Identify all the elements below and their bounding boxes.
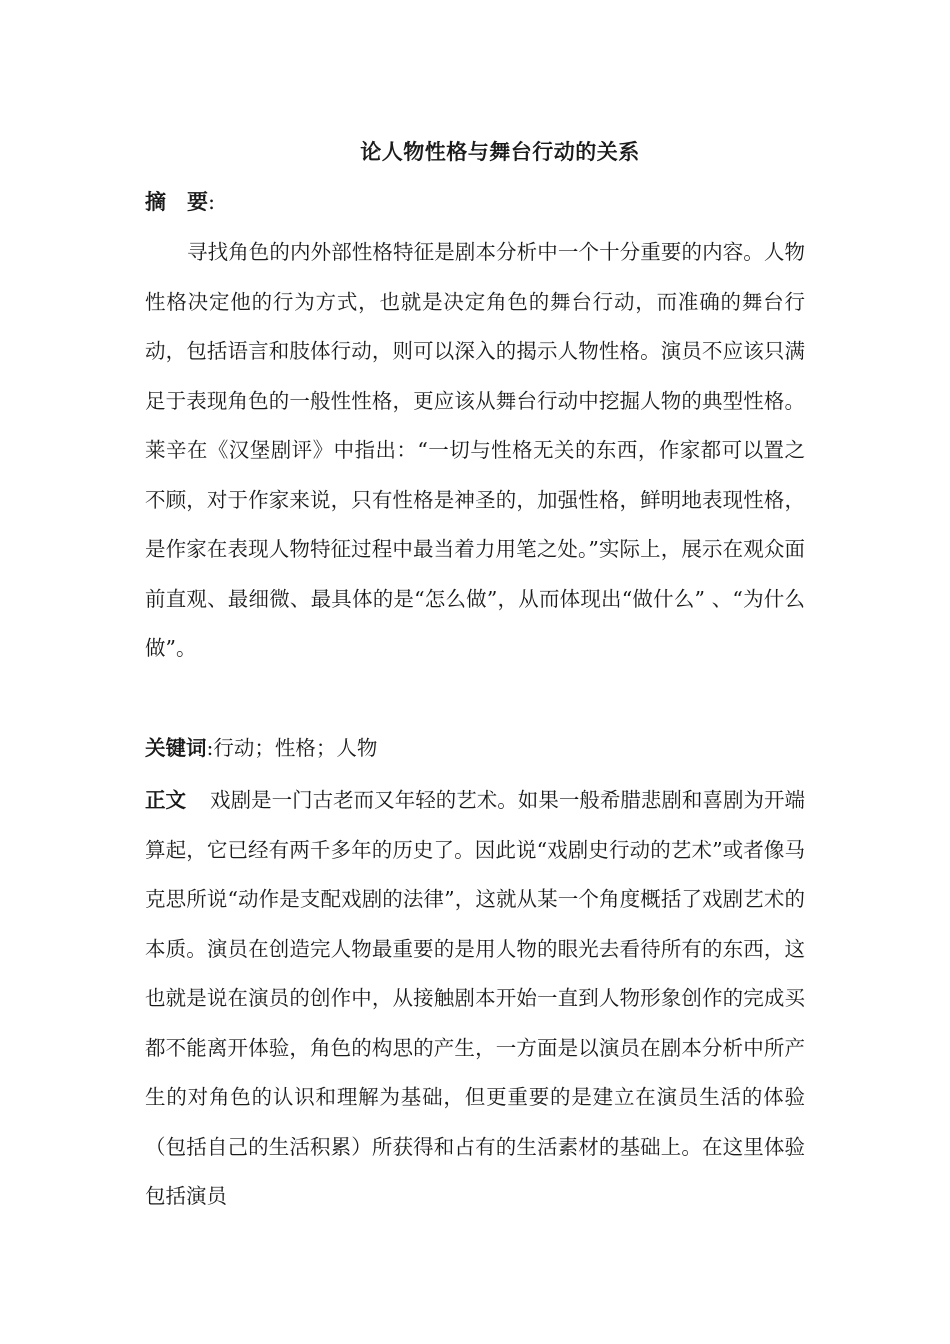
main-body-text: 戏剧是一门古老而又年轻的艺术。如果一般希腊悲剧和喜剧为开端算起，它已经有两千多年的历史了。因此说“戏剧史行动的艺术”或者像马克思所说“动作是支配戏剧的法律”，这就从某一个角度概括了戏剧艺术的本质。演员在创造完人物最重要的是用人物的眼光去看待所有的东西，这也就是说在演员的创作中，从接触剧本开始一直到人物形象创作的完成买都不能离开体验，角色的构思的产生，一方面是以演员在剧本分析中所产生的对角色的认识和理解为基础，但更重要的是建立在演员生活的体验（包括自己的生活积累）所获得和占有的生活素材的基础上。在这里体验包括演员: [145, 788, 806, 1208]
document-title: 论人物性格与舞台行动的关系: [360, 140, 640, 164]
abstract-label: 摘 要: [145, 190, 208, 214]
main-body-label: 正文: [145, 788, 187, 812]
keywords-label: 关键词: [145, 736, 207, 760]
abstract-colon: :: [208, 190, 216, 214]
keywords-line: [145, 730, 377, 766]
keywords-text: 行动；性格；人物: [213, 736, 378, 760]
keywords-colon: :: [206, 736, 214, 760]
abstract-heading: [145, 184, 215, 220]
abstract-paragraph: 寻找角色的内外部性格特征是剧本分析中一个十分重要的内容。人物性格决定他的行为方式，也就是决定角色的舞台行动，而准确的舞台行动，包括语言和肢体行动，则可以深入的揭示人物性格。演员不应该只满足于表现角色的一般性性格，更应该从舞台行动中挖掘人物的典型性格。莱辛在《汉堡剧评》中指出：“一切与性格无关的东西，作家都可以置之不顾，对于作家来说，只有性格是神圣的，加强性格，鲜明地表现性格，是作家在表现人物特征过程中最当着力用笔之处。”实际上，展示在观众面前直观、最细微、最具体的是“怎么做”，从而体现出“做什么” 、“为什么做”。: [145, 240, 805, 660]
main-body-paragraph: [145, 776, 805, 1222]
